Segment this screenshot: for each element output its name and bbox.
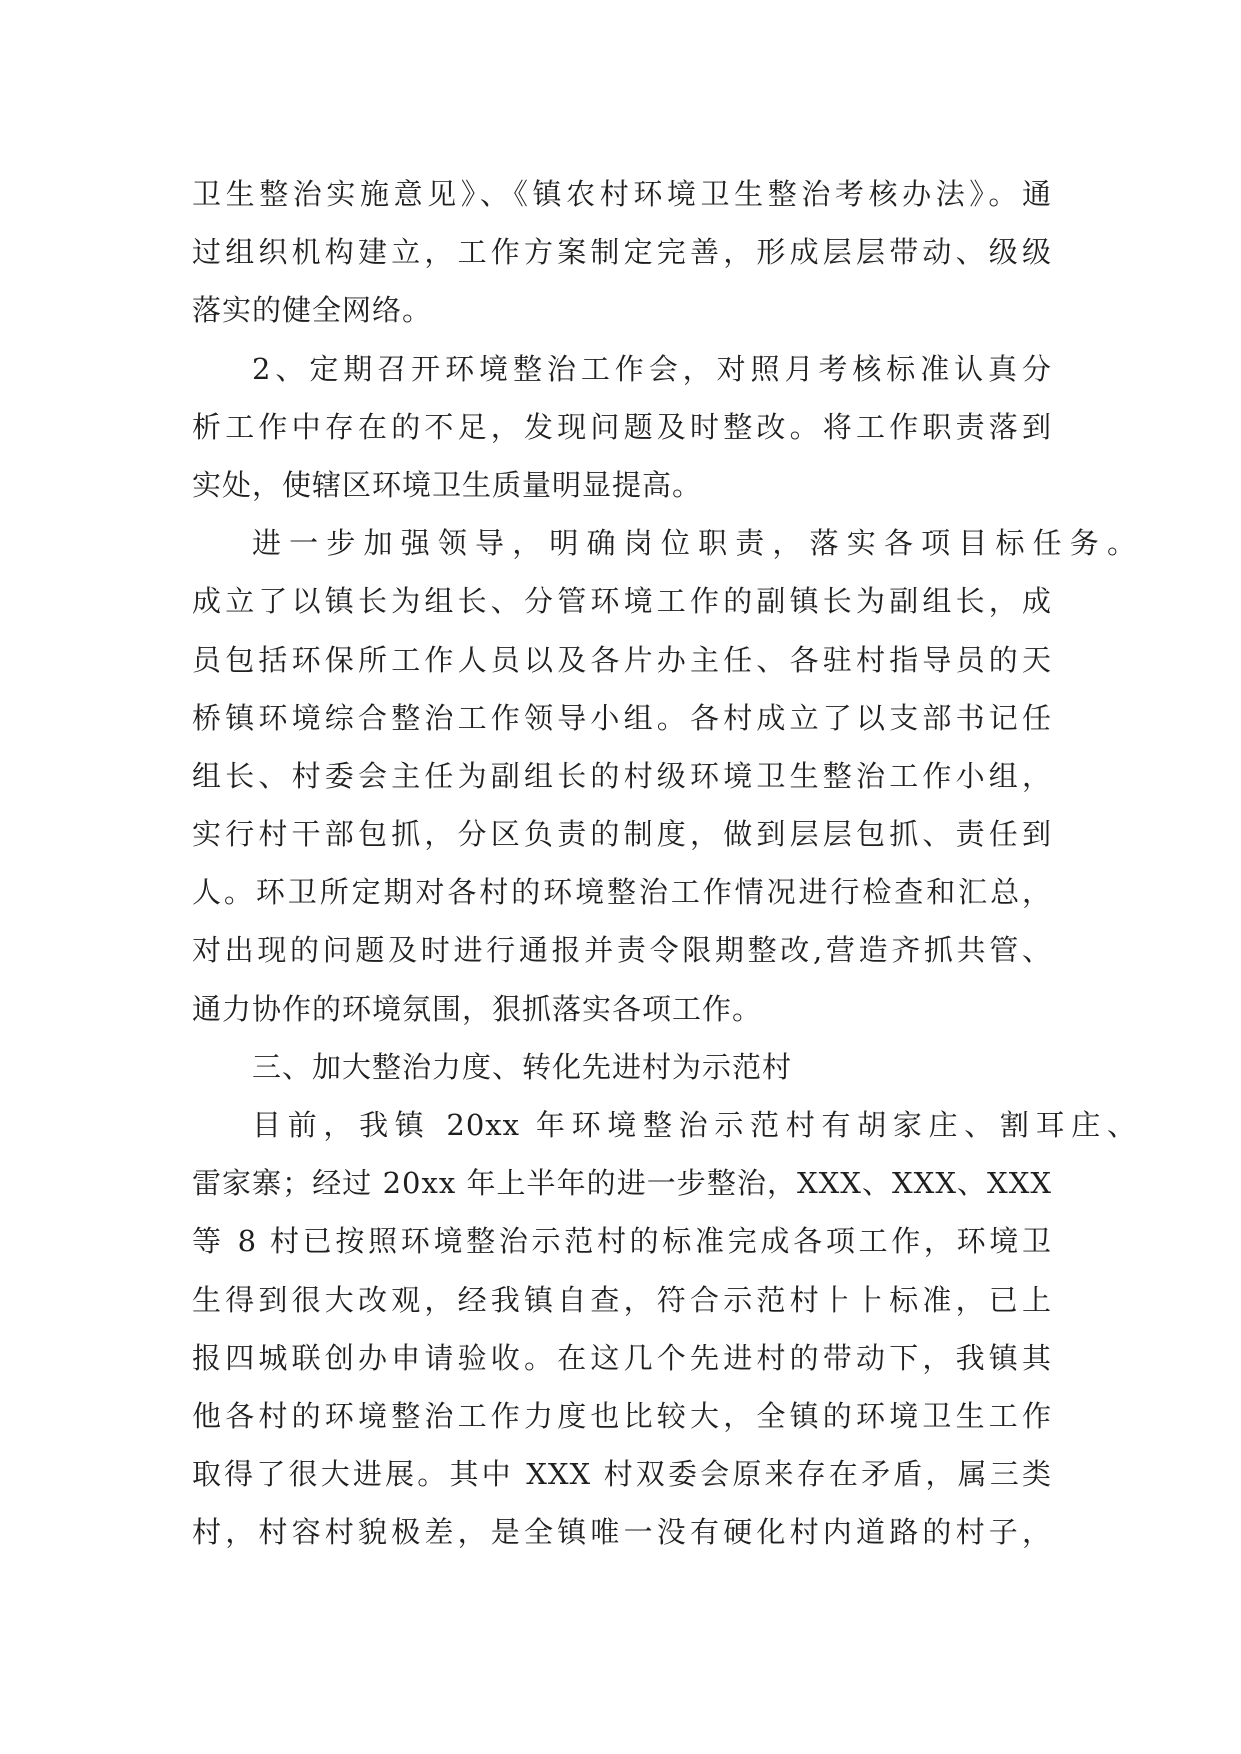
text-line: 对出现的问题及时进行通报并责令限期整改,营造齐抓共管、 — [192, 933, 1052, 968]
text-line: 实处，使辖区环境卫生质量明显提高。 — [192, 467, 703, 502]
text-line: 报四城联创办申请验收。在这几个先进村的带动下，我镇其 — [192, 1340, 1052, 1375]
text-line: 目前，我镇 20xx 年环境整治示范村有胡家庄、割耳庄、 — [252, 1108, 1137, 1142]
text-line: 组长、村委会主任为副组长的村级环境卫生整治工作小组， — [192, 758, 1052, 793]
text-line: 他各村的环境整治工作力度也比较大，全镇的环境卫生工作 — [192, 1398, 1052, 1433]
text-line: 三、加大整治力度、转化先进村为示范村 — [252, 1049, 793, 1084]
text-line: 析工作中存在的不足，发现问题及时整改。将工作职责落到 — [192, 409, 1052, 444]
text-line: 落实的健全网络。 — [192, 293, 433, 328]
text-line: 取得了很大进展。其中 XXX 村双委会原来存在矛盾，属三类 — [192, 1457, 1052, 1492]
text-line: 人。环卫所定期对各村的环境整治工作情况进行检查和汇总， — [192, 875, 1052, 910]
text-line: 生得到很大改观，经我镇自查，符合示范村⺊⺊标准，已上 — [192, 1282, 1052, 1317]
text-line: 进一步加强领导，明确岗位职责，落实各项目标任务。 — [252, 526, 1137, 561]
text-line: 实行村干部包抓，分区负责的制度，做到层层包抓、责任到 — [192, 817, 1052, 852]
text-line: 等 8 村已按照环境整治示范村的标准完成各项工作，环境卫 — [192, 1224, 1052, 1259]
text-line: 2、定期召开环境整治工作会，对照月考核标准认真分 — [252, 351, 1052, 386]
text-line: 成立了以镇长为组长、分管环境工作的副镇长为副组长，成 — [192, 584, 1052, 619]
text-line: 卫生整治实施意见》、《镇农村环境卫生整治考核办法》。通 — [192, 177, 1052, 211]
text-line: 员包括环保所工作人员以及各片办主任、各驻村指导员的天 — [192, 642, 1052, 677]
text-line: 雷家寨；经过 20xx 年上半年的进一步整治，XXX、XXX、XXX — [192, 1166, 1052, 1201]
text-line: 通力协作的环境氛围，狠抓落实各项工作。 — [192, 991, 763, 1026]
text-line: 过组织机构建立，工作方案制定完善，形成层层带动、级级 — [192, 235, 1052, 270]
text-line: 村，村容村貌极差，是全镇唯一没有硬化村内道路的村子， — [192, 1515, 1052, 1550]
text-line: 桥镇环境综合整治工作领导小组。各村成立了以支部书记任 — [192, 700, 1052, 735]
document-body — [192, 165, 1137, 1562]
